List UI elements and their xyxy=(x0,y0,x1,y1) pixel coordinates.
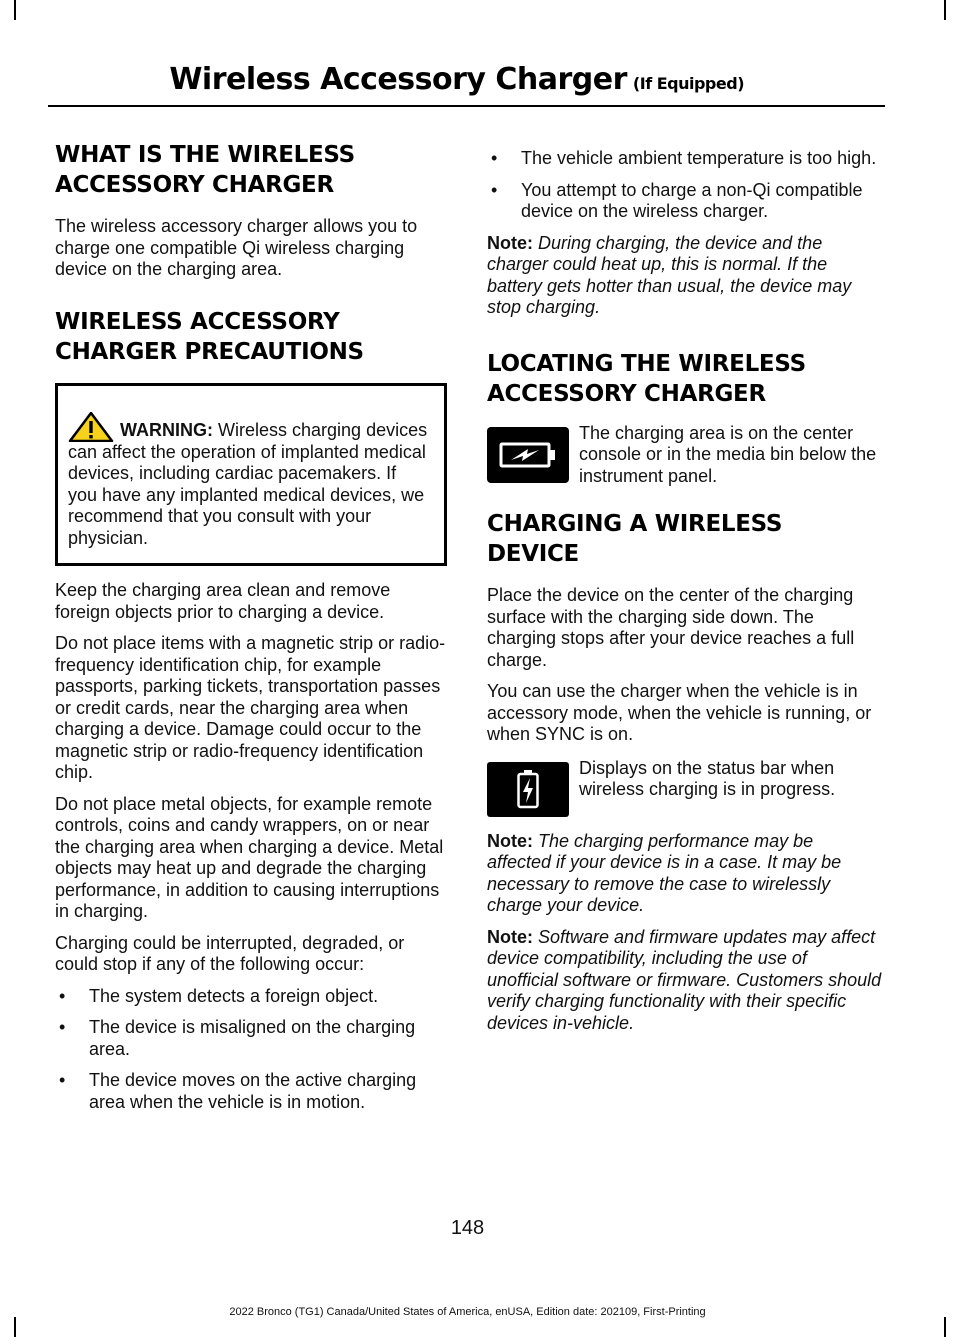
battery-charging-icon-graphic xyxy=(516,769,540,809)
crop-mark xyxy=(944,1317,946,1337)
crop-mark xyxy=(944,0,946,20)
section-heading-locating: LOCATING THE WIRELESS ACCESSORY CHARGER xyxy=(487,350,806,407)
list-item: • The device moves on the active charging area when the vehicle is in motion. xyxy=(59,1070,417,1112)
list-item: • The device is misaligned on the charging area. xyxy=(59,1017,416,1059)
list-item: • The vehicle ambient temperature is too high. xyxy=(491,148,877,168)
note-heat: Note: During charging, the device and the charger could heat up, this is normal. If the battery gets hotter than usual, the device may stop charging. xyxy=(487,232,852,317)
paragraph: Do not place items with a magnetic strip or radio-frequency identification chip, for example passports, parking tickets, transportation passes or credit cards, near the charging area when charging a device. Damage could occur to the magnetic strip or radio-frequency identification chip. xyxy=(55,633,446,782)
paragraph: Charging could be interrupted, degraded, or could stop if any of the following occur: xyxy=(55,932,405,974)
warning-triangle-icon xyxy=(68,412,114,442)
list-item: • The system detects a foreign object. xyxy=(59,985,379,1006)
header-rule xyxy=(48,105,885,107)
status-icon-row xyxy=(487,757,882,817)
paragraph: You can use the charger when the vehicle is in accessory mode, when the vehicle is running, or when SYNC is on. xyxy=(487,681,872,744)
crop-mark xyxy=(14,1317,16,1337)
paragraph: Do not place metal objects, for example remote controls, coins and candy wrappers, on or near the charging area when charging a device. Metal objects may heat up and degrade the charging performance, in addition to causing interruptions in charging. xyxy=(55,793,444,921)
note-case: Note: The charging performance may be affected if your device is in a case. It may be necessary to remove the case to wirelessly charge your device. xyxy=(487,830,842,915)
section-heading-charging: CHARGING A WIRELESS DEVICE xyxy=(487,511,783,567)
paragraph: Place the device on the center of the charging surface with the charging side down. The charging stops after your device reaches a full charge. xyxy=(487,585,855,670)
header-qualifier: (If Equipped) xyxy=(632,74,744,93)
crop-mark xyxy=(14,0,16,20)
wireless-charging-pad-icon-graphic xyxy=(498,438,558,472)
list-item: • You attempt to charge a non-Qi compatible device on the wireless charger. xyxy=(491,179,863,221)
wireless-charging-pad-icon xyxy=(487,427,569,483)
intro-paragraph: The wireless accessory charger allows you to charge one compatible Qi wireless charging device on the charging area. xyxy=(55,216,418,279)
status-icon-text: Displays on the status bar when wireless charging is in progress. xyxy=(579,757,836,799)
locating-text: The charging area is on the center console or in the media bin below the instrument panel. xyxy=(579,422,877,486)
page-header xyxy=(169,62,744,97)
note-software: Note: Software and firmware updates may affect device compatibility, including the use of unofficial software or firmware. Customers should verify charging functionality with their specific devices in-vehicle. xyxy=(487,926,882,1033)
left-column xyxy=(55,140,447,1123)
interruption-list xyxy=(55,986,447,1114)
warning-text: Wireless charging devices can affect the operation of implanted medical devices, including cardiac pacemakers. If you have any implanted medical devices, we recommend that you consult with your physician. xyxy=(68,419,428,548)
section-heading-what-is: WHAT IS THE WIRELESS ACCESSORY CHARGER xyxy=(55,142,355,198)
right-column xyxy=(487,148,882,1044)
warning-box xyxy=(55,383,447,567)
locating-icon-row xyxy=(487,422,882,488)
edition-footer: 2022 Bronco (TG1) Canada/United States of America, enUSA, Edition date: 202109, First-Printing xyxy=(229,1306,706,1318)
page-number: 148 xyxy=(450,1217,485,1239)
warning-label: WARNING: xyxy=(120,419,213,440)
paragraph: Keep the charging area clean and remove foreign objects prior to charging a device. xyxy=(55,580,391,622)
interruption-list-continued xyxy=(487,148,882,223)
header-title: Wireless Accessory Charger xyxy=(169,62,627,97)
section-heading-precautions: WIRELESS ACCESSORY CHARGER PRECAUTIONS xyxy=(55,308,364,365)
battery-charging-icon xyxy=(487,762,569,817)
